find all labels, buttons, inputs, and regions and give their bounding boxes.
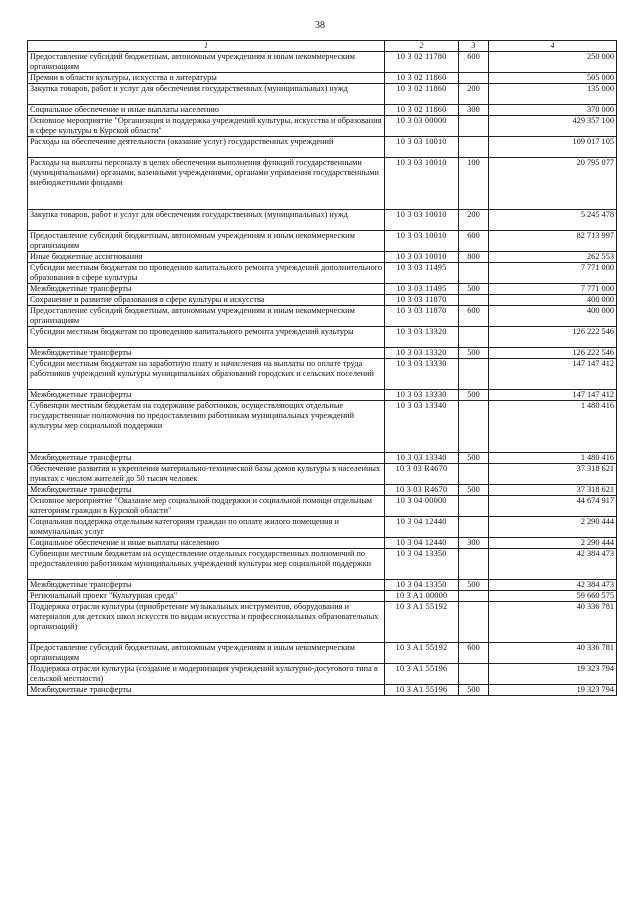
row-name-cell: Закупка товаров, работ и услуг для обеспечения государственных (муниципальных) нужд [28,84,385,105]
row-amount-cell: 20 795 077 [489,158,617,210]
table-row [28,359,617,390]
row-code-cell: 10 3 04 13350 [385,549,459,580]
table-row [28,252,617,263]
table-row [28,327,617,348]
table-row [28,602,617,643]
row-type-cell: 600 [459,231,489,252]
row-name-cell: Предоставление субсидий бюджетным, автономным учреждениям и иным некоммерческим организациям [28,52,385,73]
row-type-cell [459,263,489,284]
row-code-cell: 10 3 03 11495 [385,284,459,295]
row-type-cell [459,73,489,84]
row-amount-cell: 126 222 546 [489,348,617,359]
budget-table [27,40,617,696]
row-name-cell: Межбюджетные трансферты [28,348,385,359]
row-code-cell: 10 3 A1 55196 [385,664,459,685]
table-row [28,591,617,602]
row-code-cell: 10 3 03 11870 [385,295,459,306]
row-amount-cell: 7 771 000 [489,284,617,295]
row-amount-cell: 44 674 917 [489,496,617,517]
row-name-cell: Субвенции местным бюджетам на осуществление отдельных государственных полномочий по предоставлению работникам муниципальных учреждений культуры мер социальной поддержки [28,549,385,580]
row-code-cell: 10 3 A1 00000 [385,591,459,602]
row-amount-cell: 400 000 [489,295,617,306]
row-amount-cell: 400 000 [489,306,617,327]
row-name-cell: Сохранение и развитие образования в сфере культуры и искусства [28,295,385,306]
row-amount-cell: 109 017 105 [489,137,617,158]
table-row [28,348,617,359]
row-amount-cell: 262 553 [489,252,617,263]
table-row [28,538,617,549]
table-row [28,284,617,295]
row-code-cell: 10 3 03 11495 [385,263,459,284]
row-amount-cell: 40 336 781 [489,602,617,643]
row-amount-cell: 2 290 444 [489,517,617,538]
row-amount-cell: 2 290 444 [489,538,617,549]
row-code-cell: 10 3 02 11860 [385,105,459,116]
row-code-cell: 10 3 03 13340 [385,401,459,453]
row-code-cell: 10 3 03 10010 [385,231,459,252]
table-row [28,549,617,580]
row-name-cell: Межбюджетные трансферты [28,284,385,295]
row-code-cell: 10 3 02 11860 [385,73,459,84]
row-code-cell: 10 3 03 R4670 [385,485,459,496]
row-type-cell: 200 [459,84,489,105]
table-row [28,84,617,105]
row-code-cell: 10 3 03 10010 [385,210,459,231]
row-name-cell: Субвенции местным бюджетам на содержание работников, осуществляющих отдельные государственные полномочия по предоставлению работникам муниципальных учреждений культуры мер социальной поддержки [28,401,385,453]
row-type-cell: 100 [459,158,489,210]
row-name-cell: Обеспечение развития и укрепления материально-технической базы домов культуры в населенных пунктах с числом жителей до 50 тысяч человек [28,464,385,485]
row-type-cell: 500 [459,453,489,464]
row-name-cell: Межбюджетные трансферты [28,390,385,401]
row-name-cell: Социальное обеспечение и иные выплаты населению [28,538,385,549]
row-code-cell: 10 3 03 11870 [385,306,459,327]
row-code-cell: 10 3 04 12440 [385,517,459,538]
row-type-cell [459,517,489,538]
row-name-cell: Основное мероприятие "Оказание мер социальной поддержки и социальной помощи отдельным категориям граждан в Курской области" [28,496,385,517]
table-row [28,401,617,453]
row-type-cell [459,137,489,158]
row-name-cell: Предоставление субсидий бюджетным, автономным учреждениям и иным некоммерческим организациям [28,643,385,664]
row-type-cell: 600 [459,306,489,327]
table-row [28,231,617,252]
row-amount-cell: 42 384 473 [489,549,617,580]
row-type-cell: 300 [459,538,489,549]
row-name-cell: Поддержка отрасли культуры (создание и модернизация учреждений культурно-досугового типа в сельской местности) [28,664,385,685]
row-name-cell: Расходы на выплаты персоналу в целях обеспечения выполнения функций государственными (муниципальными) органами, казенными учреждениями, органами управления государственными внебюджетными фондами [28,158,385,210]
table-row [28,137,617,158]
table-row [28,105,617,116]
row-type-cell [459,116,489,137]
row-code-cell: 10 3 03 13340 [385,453,459,464]
table-row [28,306,617,327]
row-code-cell: 10 3 02 11780 [385,52,459,73]
row-type-cell: 500 [459,485,489,496]
row-name-cell: Предоставление субсидий бюджетным, автономным учреждениям и иным некоммерческим организациям [28,306,385,327]
row-amount-cell: 429 357 100 [489,116,617,137]
row-amount-cell: 126 222 546 [489,327,617,348]
row-amount-cell: 505 000 [489,73,617,84]
row-name-cell: Субсидии местным бюджетам на заработную плату и начисления на выплаты по оплате труда работников учреждений культуры муниципальных образований городских и сельских поселений [28,359,385,390]
row-type-cell [459,295,489,306]
row-type-cell: 200 [459,210,489,231]
row-amount-cell: 19 323 794 [489,685,617,696]
row-type-cell: 800 [459,252,489,263]
row-name-cell: Региональный проект "Культурная среда" [28,591,385,602]
row-name-cell: Межбюджетные трансферты [28,485,385,496]
row-name-cell: Социальная поддержка отдельным категориям граждан по оплате жилого помещения и коммунальных услуг [28,517,385,538]
row-amount-cell: 40 336 781 [489,643,617,664]
row-name-cell: Межбюджетные трансферты [28,453,385,464]
page-number: 38 [315,20,325,31]
row-type-cell: 500 [459,390,489,401]
row-name-cell: Субсидии местным бюджетам по проведению капитального ремонта учреждений культуры [28,327,385,348]
row-code-cell: 10 3 03 R4670 [385,464,459,485]
row-type-cell: 500 [459,685,489,696]
table-row [28,685,617,696]
row-code-cell: 10 3 03 10010 [385,137,459,158]
row-type-cell [459,327,489,348]
row-name-cell: Поддержка отрасли культуры (приобретение музыкальных инструментов, оборудования и материалов для детских школ искусств по видам искусства и профессиональных образовательных организаций) [28,602,385,643]
row-amount-cell: 135 000 [489,84,617,105]
table-row [28,643,617,664]
table-row [28,116,617,137]
row-code-cell: 10 3 04 13350 [385,580,459,591]
row-code-cell: 10 3 03 13330 [385,359,459,390]
table-body [28,52,617,696]
row-name-cell: Субсидии местным бюджетам по проведению капитального ремонта учреждений дополнительного образования в сфере культуры [28,263,385,284]
row-amount-cell: 7 771 000 [489,263,617,284]
row-code-cell: 10 3 03 10010 [385,252,459,263]
table-row [28,158,617,210]
table-row [28,496,617,517]
table-row [28,664,617,685]
row-name-cell: Межбюджетные трансферты [28,580,385,591]
row-type-cell: 300 [459,105,489,116]
table-row [28,52,617,73]
row-amount-cell: 147 147 412 [489,390,617,401]
table-row [28,263,617,284]
row-code-cell: 10 3 04 00000 [385,496,459,517]
row-code-cell: 10 3 03 13320 [385,327,459,348]
row-code-cell: 10 3 03 00000 [385,116,459,137]
row-type-cell [459,496,489,517]
column-header-name: 1 [28,41,385,52]
row-code-cell: 10 3 03 13320 [385,348,459,359]
row-code-cell: 10 3 02 11860 [385,84,459,105]
table-row [28,390,617,401]
table-row [28,73,617,84]
row-code-cell: 10 3 04 12440 [385,538,459,549]
row-type-cell [459,549,489,580]
row-name-cell: Закупка товаров, работ и услуг для обеспечения государственных (муниципальных) нужд [28,210,385,231]
row-name-cell: Премии в области культуры, искусства и литературы [28,73,385,84]
row-amount-cell: 37 318 621 [489,464,617,485]
row-name-cell: Социальное обеспечение и иные выплаты населению [28,105,385,116]
row-amount-cell: 370 000 [489,105,617,116]
row-type-cell [459,464,489,485]
row-type-cell [459,602,489,643]
row-name-cell: Межбюджетные трансферты [28,685,385,696]
row-name-cell: Предоставление субсидий бюджетным, автономным учреждениям и иным некоммерческим организациям [28,231,385,252]
row-type-cell: 500 [459,580,489,591]
row-type-cell [459,401,489,453]
row-name-cell: Расходы на обеспечение деятельности (оказание услуг) государственных учреждений [28,137,385,158]
row-code-cell: 10 3 A1 55192 [385,602,459,643]
row-amount-cell: 82 713 997 [489,231,617,252]
table-row [28,453,617,464]
row-name-cell: Основное мероприятие "Организация и поддержка учреждений культуры, искусства и образования в сфере культуры в Курской области" [28,116,385,137]
row-type-cell: 600 [459,643,489,664]
row-code-cell: 10 3 A1 55192 [385,643,459,664]
table-row [28,485,617,496]
table-header-row [28,41,617,52]
table-row [28,210,617,231]
row-amount-cell: 42 384 473 [489,580,617,591]
row-code-cell: 10 3 A1 55196 [385,685,459,696]
row-amount-cell: 5 245 478 [489,210,617,231]
column-header-type: 3 [459,41,489,52]
column-header-amount: 4 [489,41,617,52]
row-amount-cell: 1 480 416 [489,401,617,453]
row-type-cell: 600 [459,52,489,73]
row-code-cell: 10 3 03 10010 [385,158,459,210]
row-code-cell: 10 3 03 13330 [385,390,459,401]
row-amount-cell: 19 323 794 [489,664,617,685]
table-row [28,464,617,485]
row-type-cell [459,591,489,602]
row-amount-cell: 147 147 412 [489,359,617,390]
table-row [28,580,617,591]
row-type-cell [459,664,489,685]
row-amount-cell: 37 318 621 [489,485,617,496]
table-row [28,295,617,306]
row-amount-cell: 59 660 575 [489,591,617,602]
table-row [28,517,617,538]
row-amount-cell: 250 000 [489,52,617,73]
row-amount-cell: 1 480 416 [489,453,617,464]
row-name-cell: Иные бюджетные ассигнования [28,252,385,263]
row-type-cell: 500 [459,284,489,295]
column-header-code: 2 [385,41,459,52]
row-type-cell [459,359,489,390]
row-type-cell: 500 [459,348,489,359]
